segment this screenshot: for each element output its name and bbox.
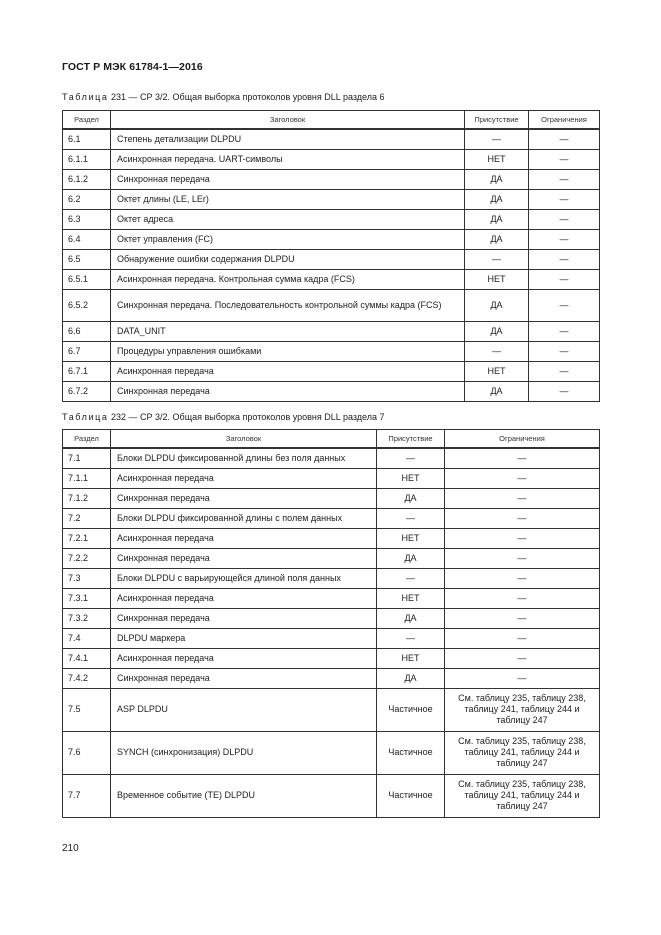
table-row (63, 528, 600, 548)
table-232-header-row (63, 430, 600, 449)
table-row (63, 774, 600, 817)
table-row (63, 169, 600, 189)
table-231-caption-text: 231 — СР 3/2. Общая выборка протоколов уровня DLL раздела 6 (108, 92, 385, 102)
table-cell-title: Временное событие (ТЕ) DLPDU (111, 774, 377, 817)
table-cell-presence: НЕТ (377, 468, 445, 488)
table-cell-title: Асинхронная передача (111, 648, 377, 668)
table-cell-title: Асинхронная передача (111, 468, 377, 488)
table-cell-section: 7.1 (63, 448, 111, 468)
table-cell-restrictions: — (445, 608, 600, 628)
table-cell-restrictions: — (529, 321, 600, 341)
table-cell-presence: ДА (465, 321, 529, 341)
table-cell-title: Октет адреса (111, 209, 465, 229)
table-row (63, 668, 600, 688)
table-cell-section: 7.4 (63, 628, 111, 648)
table231-header-title: Заголовок (111, 111, 465, 130)
table231-header-restrictions: Ограничения (529, 111, 600, 130)
table-row (63, 468, 600, 488)
table-cell-section: 7.2.1 (63, 528, 111, 548)
table232-header-restrictions: Ограничения (445, 430, 600, 449)
table-231-caption-word: Таблица (62, 92, 109, 102)
table-cell-presence: — (377, 628, 445, 648)
table-cell-restrictions: — (445, 468, 600, 488)
table-cell-presence: Частичное (377, 688, 445, 731)
table-cell-restrictions: — (529, 149, 600, 169)
table231-header-section: Раздел (63, 111, 111, 130)
table-cell-title: Синхронная передача (111, 169, 465, 189)
table-row (63, 249, 600, 269)
table-cell-restrictions: — (445, 488, 600, 508)
table231-header-presence: Присутствие (465, 111, 529, 130)
table-cell-presence: НЕТ (465, 269, 529, 289)
table-cell-section: 6.5 (63, 249, 111, 269)
table-cell-section: 7.7 (63, 774, 111, 817)
table-cell-title: DATA_UNIT (111, 321, 465, 341)
table-cell-presence: Частичное (377, 774, 445, 817)
table-cell-restrictions: См. таблицу 235, таблицу 238, таблицу 241, таблицу 244 и таблицу 247 (445, 774, 600, 817)
table-cell-presence: — (465, 341, 529, 361)
table-row (63, 628, 600, 648)
table-cell-restrictions: — (445, 528, 600, 548)
table-cell-restrictions: — (529, 381, 600, 401)
table-cell-presence: — (465, 129, 529, 149)
table-cell-title: Процедуры управления ошибками (111, 341, 465, 361)
table-row (63, 588, 600, 608)
table-cell-title: ASP DLPDU (111, 688, 377, 731)
table-row (63, 731, 600, 774)
table-cell-title: Блоки DLPDU фиксированной длины без поля данных (111, 448, 377, 468)
table-cell-presence: ДА (465, 189, 529, 209)
table-cell-restrictions: — (529, 169, 600, 189)
table-cell-presence: ДА (465, 381, 529, 401)
table-row (63, 229, 600, 249)
table-cell-presence: ДА (465, 229, 529, 249)
table-row (63, 381, 600, 401)
table-cell-section: 7.4.1 (63, 648, 111, 668)
table-232 (62, 429, 600, 818)
table-cell-title: Асинхронная передача (111, 361, 465, 381)
table-cell-presence: Частичное (377, 731, 445, 774)
table-row (63, 608, 600, 628)
table-cell-restrictions: — (529, 361, 600, 381)
table-row (63, 341, 600, 361)
table-cell-presence: НЕТ (465, 361, 529, 381)
table-row (63, 648, 600, 668)
table-cell-section: 6.1.1 (63, 149, 111, 169)
table-cell-section: 6.4 (63, 229, 111, 249)
table-cell-presence: ДА (465, 209, 529, 229)
table-cell-section: 6.5.1 (63, 269, 111, 289)
table-cell-section: 7.3.2 (63, 608, 111, 628)
table-cell-title: Блоки DLPDU фиксированной длины с полем данных (111, 508, 377, 528)
table-cell-section: 6.3 (63, 209, 111, 229)
table-cell-section: 6.7.2 (63, 381, 111, 401)
table-cell-presence: ДА (377, 488, 445, 508)
table-cell-section: 7.3.1 (63, 588, 111, 608)
table-cell-restrictions: — (445, 568, 600, 588)
table-row (63, 209, 600, 229)
table-row (63, 508, 600, 528)
table-cell-restrictions: — (529, 129, 600, 149)
table-cell-section: 6.6 (63, 321, 111, 341)
table-cell-section: 7.2 (63, 508, 111, 528)
table-cell-title: Синхронная передача (111, 548, 377, 568)
table-row (63, 289, 600, 321)
table-cell-title: Синхронная передача (111, 668, 377, 688)
table-cell-restrictions: См. таблицу 235, таблицу 238, таблицу 241, таблицу 244 и таблицу 247 (445, 731, 600, 774)
table-cell-section: 6.1 (63, 129, 111, 149)
table-row (63, 149, 600, 169)
table-cell-title: Октет длины (LE, LEr) (111, 189, 465, 209)
table-cell-presence: НЕТ (377, 528, 445, 548)
table-cell-title: Синхронная передача (111, 381, 465, 401)
table-cell-title: Асинхронная передача. Контрольная сумма кадра (FCS) (111, 269, 465, 289)
table-row (63, 189, 600, 209)
table-cell-presence: ДА (377, 608, 445, 628)
table232-header-section: Раздел (63, 430, 111, 449)
table-cell-restrictions: — (529, 249, 600, 269)
table-cell-presence: ДА (377, 668, 445, 688)
table-cell-restrictions: — (529, 209, 600, 229)
table-cell-section: 6.5.2 (63, 289, 111, 321)
table-row (63, 688, 600, 731)
table-cell-section: 7.1.1 (63, 468, 111, 488)
table-cell-title: Степень детализации DLPDU (111, 129, 465, 149)
table-cell-presence: НЕТ (377, 588, 445, 608)
table-231-header-row (63, 111, 600, 130)
table232-header-presence: Присутствие (377, 430, 445, 449)
table-row (63, 548, 600, 568)
table-cell-restrictions: — (445, 548, 600, 568)
table-cell-title: Синхронная передача. Последовательность контрольной суммы кадра (FCS) (111, 289, 465, 321)
table-cell-restrictions: — (529, 289, 600, 321)
table-cell-section: 7.4.2 (63, 668, 111, 688)
table-cell-title: Октет управления (FC) (111, 229, 465, 249)
table-cell-presence: НЕТ (465, 149, 529, 169)
table-cell-title: Синхронная передача (111, 488, 377, 508)
table-cell-section: 7.1.2 (63, 488, 111, 508)
table-cell-restrictions: — (529, 229, 600, 249)
table-cell-presence: — (377, 448, 445, 468)
table-cell-title: Блоки DLPDU с варьирующейся длиной поля данных (111, 568, 377, 588)
table-cell-section: 7.6 (63, 731, 111, 774)
table-232-caption-text: 232 — СР 3/2. Общая выборка протоколов уровня DLL раздела 7 (108, 412, 385, 422)
table-232-caption (62, 412, 385, 422)
table-cell-restrictions: — (445, 588, 600, 608)
table-231 (62, 110, 600, 402)
table-cell-title: Асинхронная передача (111, 588, 377, 608)
table-row (63, 448, 600, 468)
table-231-caption (62, 92, 385, 102)
table-cell-title: Синхронная передача (111, 608, 377, 628)
table-row (63, 129, 600, 149)
table-row (63, 568, 600, 588)
table-cell-restrictions: — (529, 189, 600, 209)
table-cell-restrictions: — (445, 628, 600, 648)
table-row (63, 361, 600, 381)
table-cell-presence: ДА (465, 289, 529, 321)
table-cell-restrictions: — (445, 648, 600, 668)
table-cell-section: 6.7.1 (63, 361, 111, 381)
table-cell-restrictions: — (529, 269, 600, 289)
table-cell-section: 7.2.2 (63, 548, 111, 568)
table-cell-presence: ДА (465, 169, 529, 189)
table-cell-title: SYNCH (синхронизация) DLPDU (111, 731, 377, 774)
table-cell-title: Асинхронная передача (111, 528, 377, 548)
table-cell-restrictions: — (529, 341, 600, 361)
table-cell-restrictions: См. таблицу 235, таблицу 238, таблицу 241, таблицу 244 и таблицу 247 (445, 688, 600, 731)
table-cell-section: 7.3 (63, 568, 111, 588)
table-cell-presence: — (377, 508, 445, 528)
table-cell-section: 7.5 (63, 688, 111, 731)
table-row (63, 269, 600, 289)
table-cell-presence: ДА (377, 548, 445, 568)
table-232-caption-word: Таблица (62, 412, 109, 422)
document-header: ГОСТ Р МЭК 61784-1—2016 (62, 61, 203, 73)
table232-header-title: Заголовок (111, 430, 377, 449)
table-cell-restrictions: — (445, 448, 600, 468)
table-cell-presence: — (377, 568, 445, 588)
page-number: 210 (62, 843, 79, 854)
table-cell-title: DLPDU маркера (111, 628, 377, 648)
table-cell-presence: НЕТ (377, 648, 445, 668)
table-cell-title: Асинхронная передача. UART-символы (111, 149, 465, 169)
table-cell-restrictions: — (445, 508, 600, 528)
table-cell-section: 6.1.2 (63, 169, 111, 189)
table-cell-title: Обнаружение ошибки содержания DLPDU (111, 249, 465, 269)
table-row (63, 488, 600, 508)
table-cell-presence: — (465, 249, 529, 269)
table-row (63, 321, 600, 341)
table-cell-section: 6.7 (63, 341, 111, 361)
table-cell-section: 6.2 (63, 189, 111, 209)
table-cell-restrictions: — (445, 668, 600, 688)
